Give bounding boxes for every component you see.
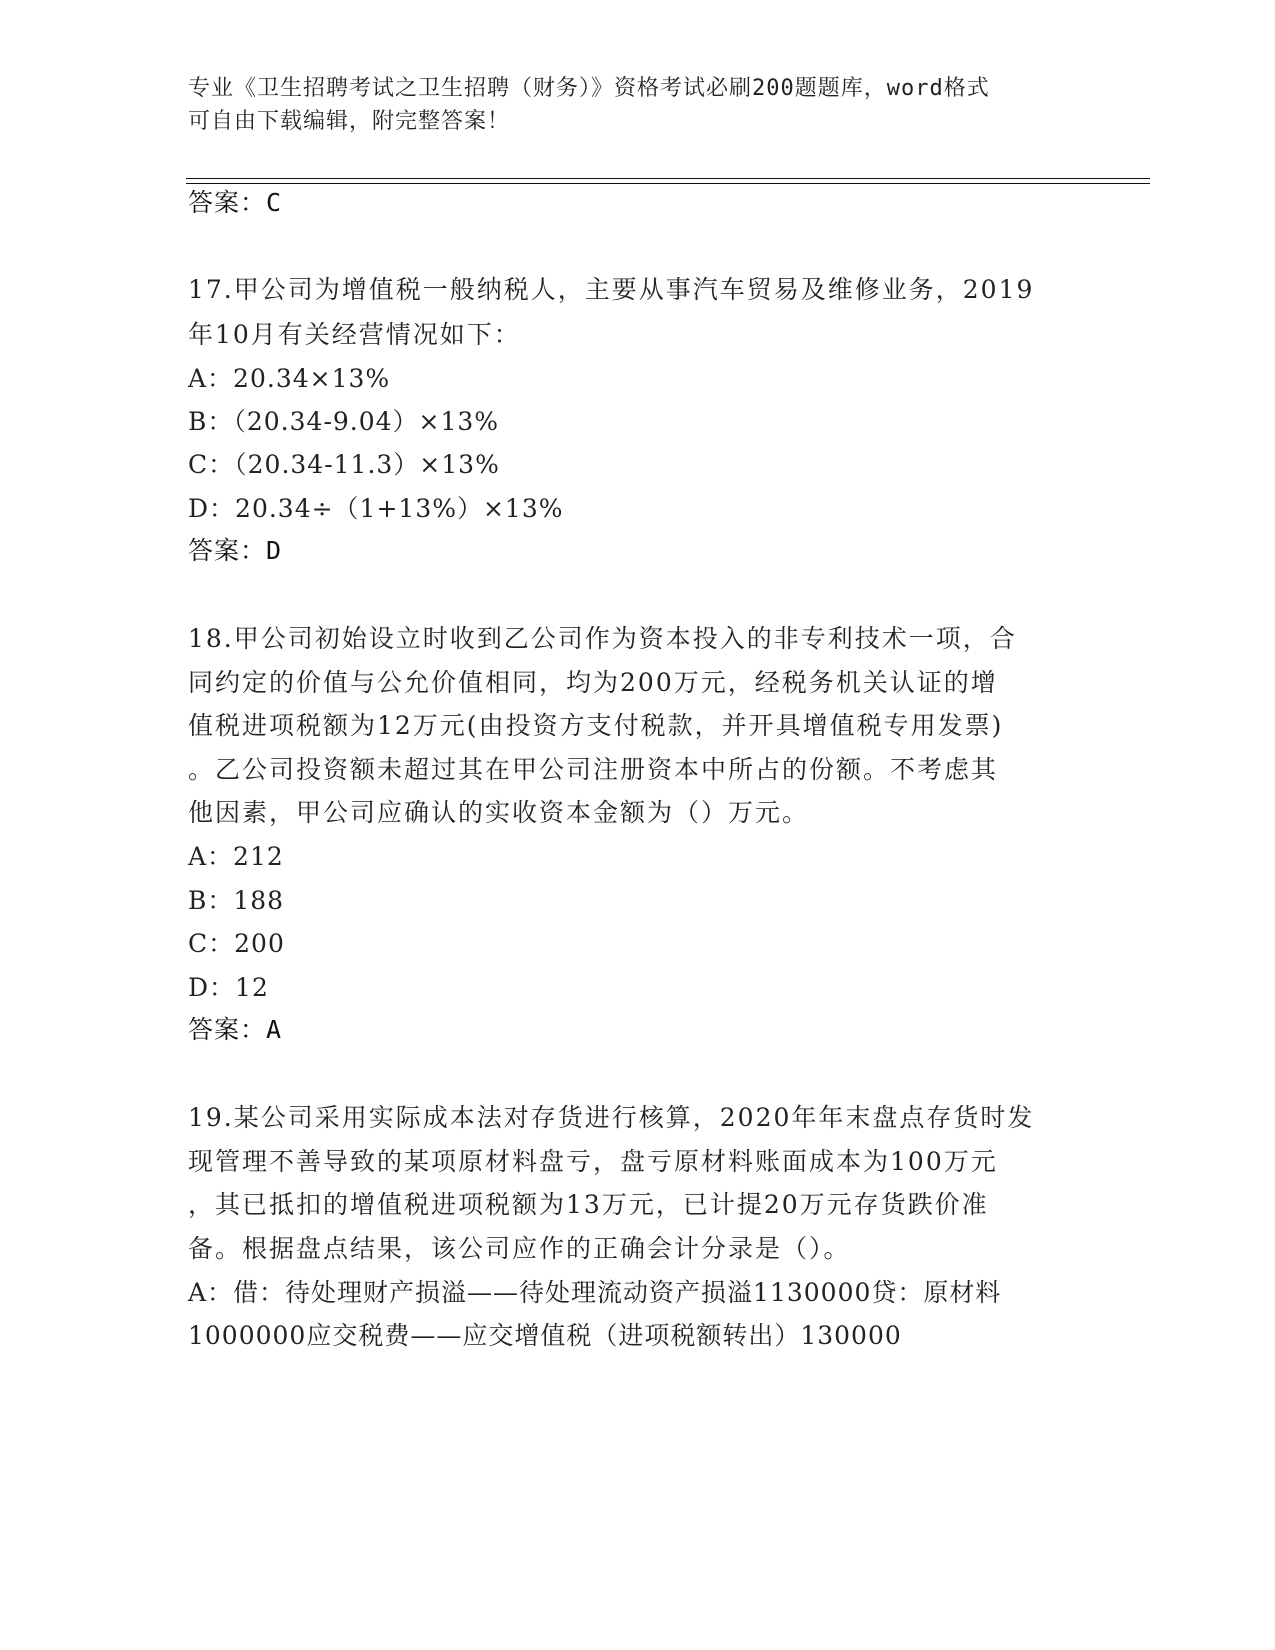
- question-18-option-a: A：212: [188, 842, 284, 871]
- header-line-1: 专业《卫生招聘考试之卫生招聘（财务）》资格考试必刷200题题库，word格式: [188, 76, 990, 101]
- header-line-2: 可自由下载编辑，附完整答案！: [188, 109, 511, 134]
- question-17-line-1: 17.甲公司为增值税一般纳税人，主要从事汽车贸易及维修业务，2019: [188, 275, 1035, 304]
- question-17-option-c: C：（20.34-11.3）×13%: [188, 450, 500, 479]
- question-18-option-b: B：188: [188, 886, 285, 915]
- question-19-line-3: ，其已抵扣的增值税进项税额为13万元，已计提20万元存货跌价准: [188, 1190, 989, 1219]
- previous-answer: 答案：C: [188, 188, 283, 217]
- question-17-option-a: A：20.34×13%: [188, 364, 391, 393]
- document-header: [188, 72, 1088, 138]
- question-17-answer: 答案：D: [188, 536, 283, 565]
- question-17-line-2: 年10月有关经营情况如下：: [188, 320, 521, 349]
- question-17-option-b: B：（20.34-9.04）×13%: [188, 407, 500, 436]
- question-19-line-1: 19.某公司采用实际成本法对存货进行核算，2020年年末盘点存货时发: [188, 1103, 1035, 1132]
- question-17-option-d: D：20.34÷（1+13%）×13%: [188, 494, 564, 523]
- question-18-line-1: 18.甲公司初始设立时收到乙公司作为资本投入的非专利技术一项，合: [188, 624, 1017, 653]
- header-rule-bottom: [186, 183, 1150, 184]
- question-19-line-4: 备。根据盘点结果，该公司应作的正确会计分录是（）。: [188, 1234, 851, 1263]
- question-18-line-4: 。乙公司投资额未超过其在甲公司注册资本中所占的份额。不考虑其: [188, 755, 999, 784]
- question-19-line-2: 现管理不善导致的某项原材料盘亏，盘亏原材料账面成本为100万元: [188, 1147, 998, 1176]
- question-19-option-a-line-2: 1000000应交税费——应交增值税（进项税额转出）130000: [188, 1321, 902, 1350]
- question-18-line-3: 值税进项税额为12万元(由投资方支付税款，并开具增值税专用发票): [188, 711, 1004, 740]
- question-19-option-a-line-1: A：借：待处理财产损溢——待处理流动资产损溢1130000贷：原材料: [188, 1278, 1002, 1307]
- question-18-line-2: 同约定的价值与公允价值相同，均为200万元，经税务机关认证的增: [188, 668, 998, 697]
- question-18-answer: 答案：A: [188, 1015, 283, 1044]
- question-18-option-d: D：12: [188, 973, 269, 1002]
- question-18-option-c: C：200: [188, 929, 285, 958]
- question-18-line-5: 他因素，甲公司应确认的实收资本金额为（）万元。: [188, 798, 810, 827]
- header-rule-top: [186, 178, 1150, 179]
